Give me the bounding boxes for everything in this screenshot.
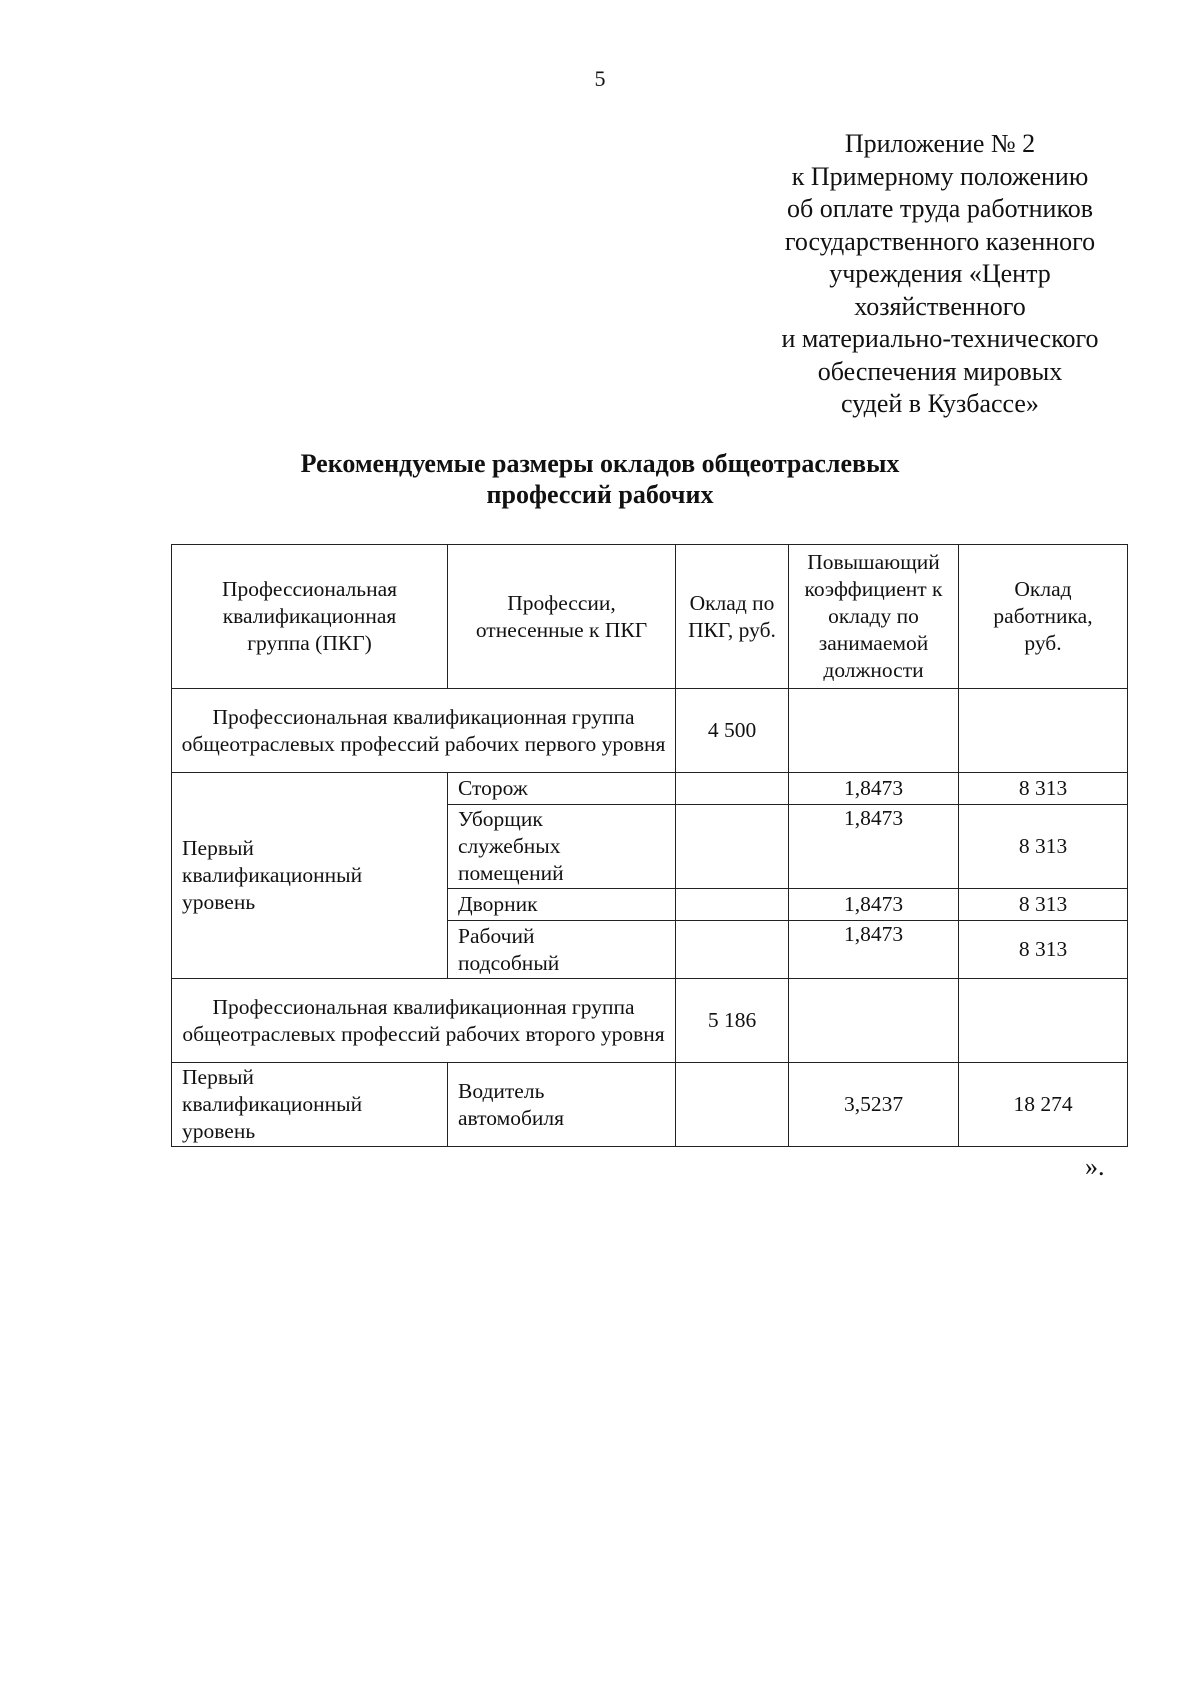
salary-table [171, 544, 1128, 1147]
empty-cell [789, 689, 959, 773]
empty-cell [676, 1063, 789, 1147]
document-title [0, 448, 1200, 510]
header-coefficient: Повышающий коэффициент к окладу по занимаемой должности [789, 545, 959, 689]
appendix-line: учреждения «Центр [829, 259, 1051, 288]
level-name: Первый квалификационный уровень [172, 773, 448, 979]
profession: Рабочий подсобный [448, 921, 676, 979]
group-name: Профессиональная квалификационная группа общеотраслевых профессий рабочих первого уровня [172, 689, 676, 773]
appendix-line: государственного казенного [784, 226, 1096, 256]
empty-cell [676, 805, 789, 889]
page-number: 5 [594, 66, 606, 91]
empty-cell [959, 979, 1128, 1063]
table-row [172, 773, 1128, 805]
coefficient: 1,8473 [789, 805, 959, 889]
worker-salary: 8 313 [959, 921, 1128, 979]
header-salary-worker: Оклад работника, руб. [959, 545, 1128, 689]
appendix-line: Приложение № 2 [844, 129, 1036, 158]
appendix-line: и материально-технического [781, 324, 1099, 353]
appendix-line: обеспечения мировых [817, 356, 1063, 386]
profession: Сторож [448, 773, 676, 805]
coefficient: 1,8473 [789, 773, 959, 805]
group-salary: 5 186 [676, 979, 789, 1063]
group-salary: 4 500 [676, 689, 789, 773]
profession: Водитель автомобиля [448, 1063, 676, 1147]
level-name: Первый квалификационный уровень [172, 1063, 448, 1147]
header-professions: Профессии, отнесенные к ПКГ [448, 545, 676, 689]
document-title-line: Рекомендуемые размеры окладов общеотраслевых [300, 449, 900, 478]
group-name: Профессиональная квалификационная группа общеотраслевых профессий рабочих второго уровня [172, 979, 676, 1063]
group-row [172, 979, 1128, 1063]
appendix-line: об оплате труда работников [786, 194, 1094, 223]
worker-salary: 8 313 [959, 805, 1128, 889]
table-row [172, 1063, 1128, 1147]
worker-salary: 8 313 [959, 889, 1128, 921]
header-salary-pkg: Оклад по ПКГ, руб. [676, 545, 789, 689]
empty-cell [676, 889, 789, 921]
coefficient: 3,5237 [789, 1063, 959, 1147]
empty-cell [959, 689, 1128, 773]
header-pkg: Профессиональная квалификационная группа (ПКГ) [172, 545, 448, 689]
profession: Уборщик служебных помещений [448, 805, 676, 889]
empty-cell [676, 921, 789, 979]
worker-salary: 18 274 [959, 1063, 1128, 1147]
coefficient: 1,8473 [789, 921, 959, 979]
empty-cell [789, 979, 959, 1063]
appendix-line: хозяйственного [854, 291, 1026, 321]
coefficient: 1,8473 [789, 889, 959, 921]
appendix-line: судей в Кузбассе» [841, 389, 1039, 418]
profession: Дворник [448, 889, 676, 921]
appendix-line: к Примерному положению [791, 161, 1089, 191]
empty-cell [676, 773, 789, 805]
document-title-line: профессий рабочих [486, 480, 714, 509]
group-row [172, 689, 1128, 773]
worker-salary: 8 313 [959, 773, 1128, 805]
closing-mark: ». [1085, 1152, 1105, 1181]
appendix-header [740, 128, 1140, 421]
table-header-row [172, 545, 1128, 689]
